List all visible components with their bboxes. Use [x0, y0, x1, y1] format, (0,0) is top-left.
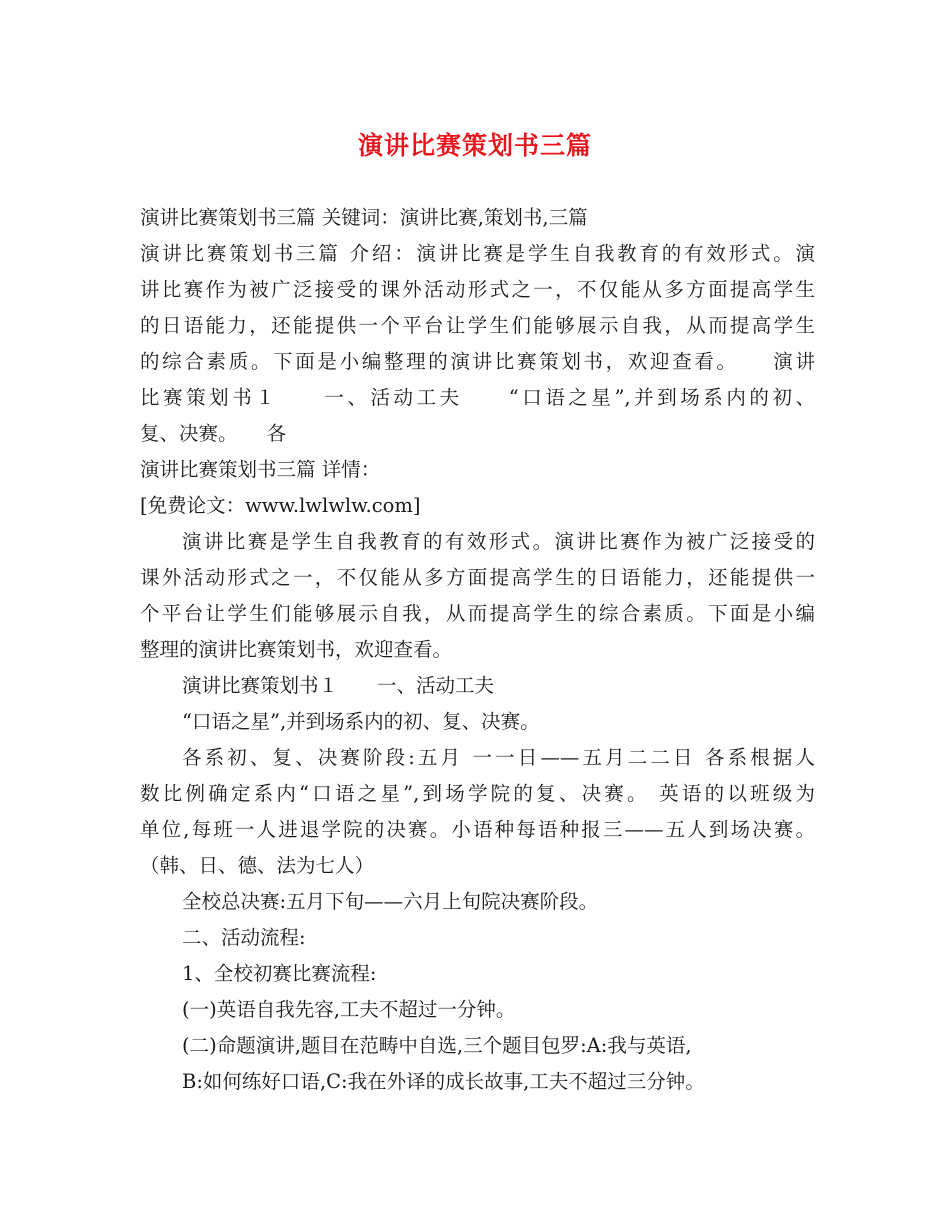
article-body [140, 524, 815, 1100]
body-line: 个平台让学生们能够展示自我，从而提高学生的综合素质。下面是小编 [140, 602, 815, 625]
body-line: （韩、日、德、法为七人） [140, 854, 375, 877]
body-line: 各系初、复、决赛阶段:五月 一一日——五月二二日 各系根据人 [182, 746, 815, 769]
intro-line: 演讲比赛策划书三篇 介绍：演讲比赛是学生自我教育的有效形式。演 [140, 242, 815, 265]
intro-line: 复、决赛。 各 [140, 422, 287, 445]
body-line: 数比例确定系内“口语之星”,到场学院的复、决赛。 英语的以班级为 [140, 782, 815, 805]
keywords-line: 演讲比赛策划书三篇 关键词：演讲比赛,策划书,三篇 [140, 206, 588, 229]
summary-section [140, 200, 815, 524]
body-line: (一)英语自我先容,工夫不超过一分钟。 [182, 998, 516, 1021]
body-line: 课外活动形式之一，不仅能从多方面提高学生的日语能力，还能提供一 [140, 566, 815, 589]
details-label: 演讲比赛策划书三篇 详情： [140, 458, 381, 481]
body-line: 二、活动流程: [182, 926, 306, 949]
document-title: 演讲比赛策划书三篇 [357, 131, 592, 160]
intro-line: 比赛策划书１ 一、活动工夫 “口语之星”,并到场系内的初、 [140, 386, 815, 409]
body-line: 单位,每班一人进退学院的决赛。小语种每语种报三——五人到场决赛。 [140, 818, 815, 841]
intro-line: 的日语能力，还能提供一个平台让学生们能够展示自我，从而提高学生 [140, 314, 815, 337]
source-link[interactable]: [免费论文：www.lwlwlw.com] [140, 494, 421, 517]
body-line: “口语之星”,并到场系内的初、复、决赛。 [182, 710, 540, 733]
body-line: 演讲比赛是学生自我教育的有效形式。演讲比赛作为被广泛接受的 [182, 530, 815, 553]
body-line: 演讲比赛策划书１ 一、活动工夫 [182, 674, 495, 697]
body-line: 整理的演讲比赛策划书，欢迎查看。 [140, 638, 453, 661]
intro-line: 的综合素质。下面是小编整理的演讲比赛策划书，欢迎查看。 演讲 [140, 350, 815, 373]
body-line: 全校总决赛:五月下旬——六月上旬院决赛阶段。 [182, 890, 599, 913]
body-line: 1、全校初赛比赛流程: [182, 962, 377, 985]
body-line: (二)命题演讲,题目在范畴中自选,三个题目包罗:A:我与英语, [182, 1034, 692, 1057]
body-line: B:如何练好口语,C:我在外译的成长故事,工夫不超过三分钟。 [182, 1070, 705, 1093]
intro-line: 讲比赛作为被广泛接受的课外活动形式之一，不仅能从多方面提高学生 [140, 278, 815, 301]
